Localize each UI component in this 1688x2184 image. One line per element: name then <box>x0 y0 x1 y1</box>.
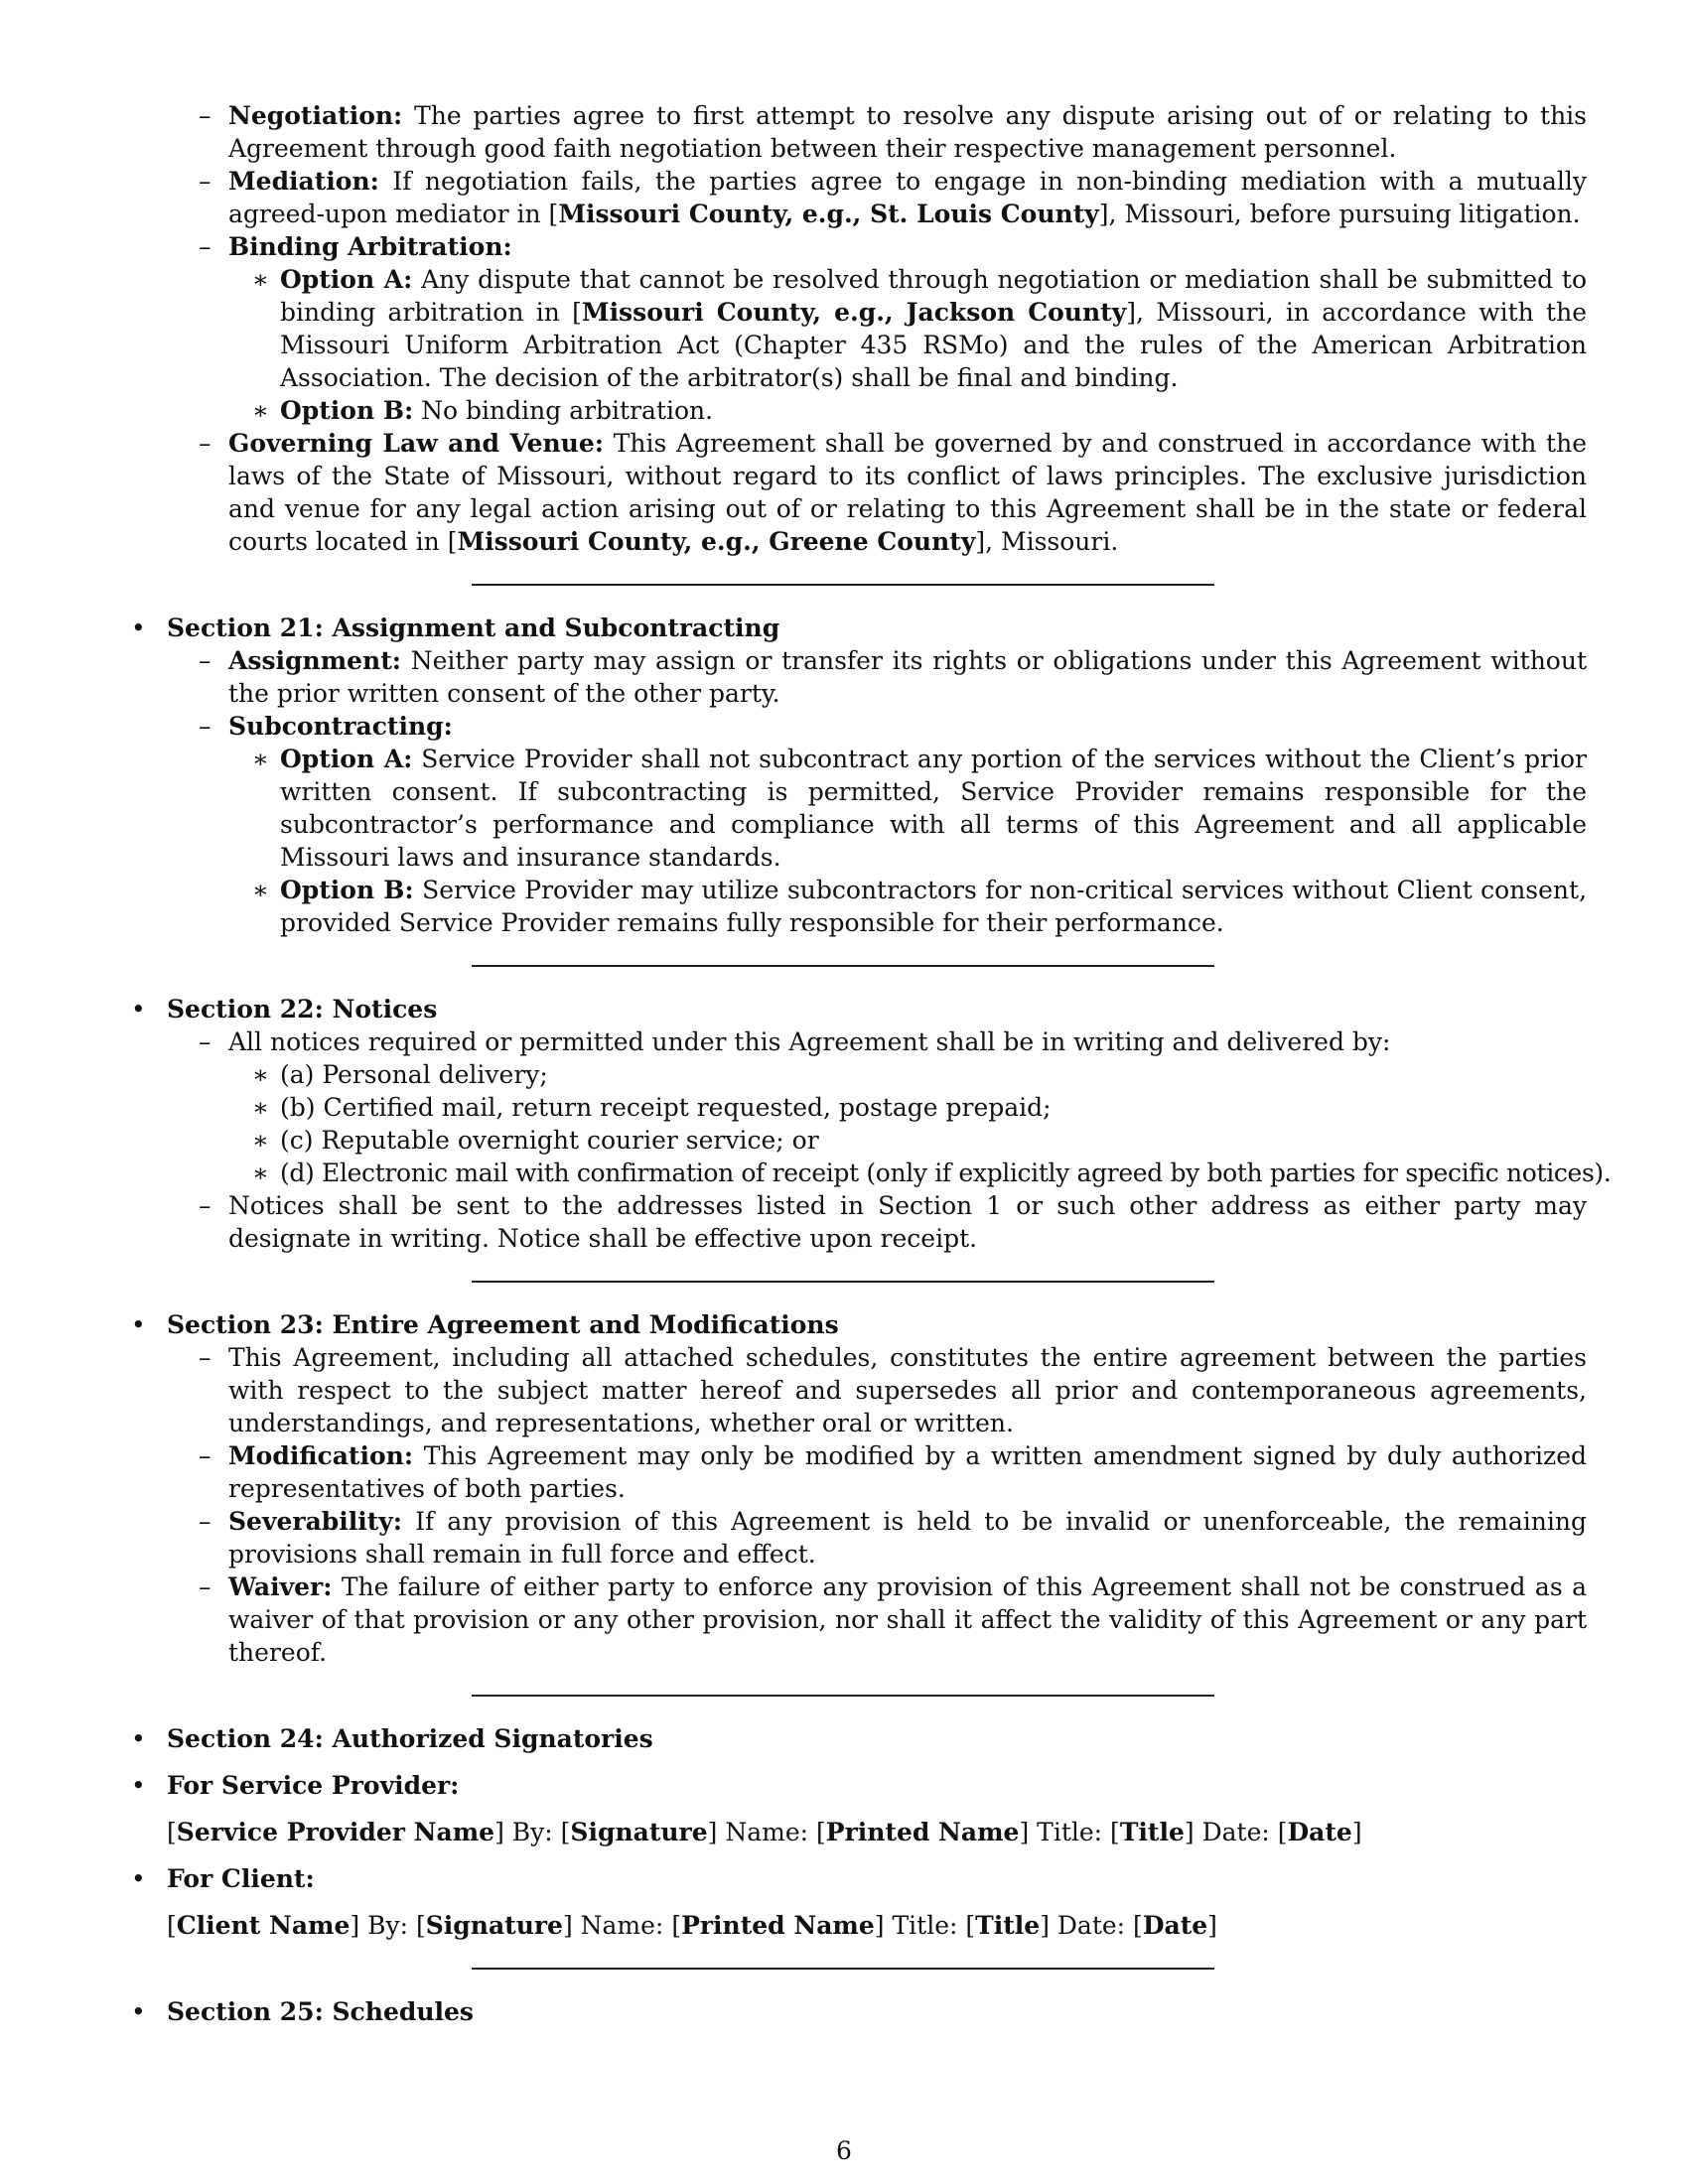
sub-option-a-label: Option A: <box>280 745 413 773</box>
client-name-placeholder: Client Name <box>176 1911 351 1940</box>
section-24-heading <box>131 1722 1587 1755</box>
name-label: Name: <box>580 1911 664 1940</box>
section-divider <box>472 1281 1214 1283</box>
notice-method <box>252 1058 1587 1091</box>
signature-placeholder: Signature <box>425 1911 563 1940</box>
option-b-text: No binding arbitration. <box>421 396 714 425</box>
printed-name-placeholder: Printed Name <box>825 1818 1020 1846</box>
severability-item <box>199 1505 1587 1570</box>
arbitration-option-a <box>252 263 1588 394</box>
star-marker: ∗ <box>252 1126 269 1155</box>
section-21-title: Section 21: Assignment and Subcontracting <box>167 614 780 642</box>
dash-marker: – <box>199 1027 211 1056</box>
mediation-label: Mediation: <box>228 167 379 196</box>
governing-label: Governing Law and Venue: <box>228 429 604 458</box>
section-25-heading <box>131 1995 1587 2028</box>
dash-marker: – <box>199 101 211 130</box>
sub-option-b-label: Option B: <box>280 876 414 904</box>
option-a-label: Option A: <box>280 265 413 294</box>
dash-marker: – <box>199 429 211 458</box>
assignment-label: Assignment: <box>228 646 402 675</box>
name-label: Name: <box>725 1818 809 1846</box>
notices-intro-item <box>199 1025 1587 1058</box>
notice-method-text: (b) Certified mail, return receipt requested, postage prepaid; <box>280 1093 1052 1122</box>
date-placeholder: Date <box>1142 1911 1208 1940</box>
client-signature-block: [Client Name] By: [Signature] Name: [Printed Name] Title: [Title] Date: [Date] <box>167 1911 1217 1940</box>
dash-marker: – <box>199 232 211 261</box>
modification-item <box>199 1439 1587 1505</box>
bullet-marker: • <box>131 1724 146 1753</box>
sub-option-a-text: Service Provider shall not subcontract any portion of the services without the Client’s prior written consent. If subcontracting is permitted, Service Provider remains responsible for the subcontractor’s performance and compliance with all terms of this Agreement and all applicable Missouri laws and insurance standards. <box>280 745 1587 872</box>
date-label: Date: <box>1201 1818 1270 1846</box>
section-22-title: Section 22: Notices <box>167 995 438 1024</box>
star-marker: ∗ <box>252 1060 269 1089</box>
client-heading: For Client: <box>167 1864 315 1893</box>
governing-county-placeholder: Missouri County, e.g., Greene County <box>457 527 976 556</box>
star-marker: ∗ <box>252 1093 269 1122</box>
arbitration-label: Binding Arbitration: <box>228 232 512 261</box>
client-signatory-heading <box>131 1862 1587 1895</box>
severability-label: Severability: <box>228 1507 403 1536</box>
dash-marker: – <box>199 167 211 196</box>
dash-marker: – <box>199 1441 211 1470</box>
mediation-county-placeholder: Missouri County, e.g., St. Louis County <box>558 200 1099 228</box>
severability-text: If any provision of this Agreement is held to be invalid or unenforceable, the remaining provisions shall remain in full force and effect. <box>228 1507 1587 1569</box>
star-marker: ∗ <box>252 396 269 425</box>
page-number: 6 <box>836 2136 852 2165</box>
bullet-marker: • <box>131 614 146 642</box>
title-placeholder: Title <box>975 1911 1041 1940</box>
notice-method <box>252 1124 1587 1157</box>
by-label: By: <box>511 1818 553 1846</box>
arbitration-option-b <box>252 394 1587 427</box>
governing-text-post: ], Missouri. <box>975 527 1119 556</box>
bullet-marker: • <box>131 1771 146 1800</box>
provider-signature-block: [Service Provider Name] By: [Signature] Name: [Printed Name] Title: [Title] Date: [Date] <box>167 1818 1362 1846</box>
notices-address-item <box>199 1189 1587 1255</box>
subcontracting-label: Subcontracting: <box>228 712 453 741</box>
star-marker: ∗ <box>252 745 269 773</box>
mediation-item <box>199 165 1587 230</box>
title-label: Title: <box>1037 1818 1103 1846</box>
sub-option-b-text: Service Provider may utilize subcontractors for non-critical services without Client consent, provided Service Provider remains fully responsible for their performance. <box>280 876 1588 937</box>
mediation-text-pre: If negotiation fails, the parties agree to engage in non-binding mediation with a mutually agreed-upon mediator in [ <box>228 167 1587 228</box>
bullet-marker: • <box>131 1310 146 1339</box>
entire-agreement-text: This Agreement, including all attached schedules, constitutes the entire agreement between the parties with respect to the subject matter hereof and supersedes all prior and contemporaneous agreements, understandings, and representations, whether oral or written. <box>228 1343 1587 1437</box>
modification-label: Modification: <box>228 1441 414 1470</box>
waiver-label: Waiver: <box>228 1572 333 1601</box>
printed-name-placeholder: Printed Name <box>681 1911 875 1940</box>
notice-method-text: (c) Reputable overnight courier service; or <box>280 1126 819 1155</box>
assignment-item <box>199 644 1587 710</box>
section-22-heading <box>131 993 1587 1025</box>
document-content <box>129 99 1612 2028</box>
star-marker: ∗ <box>252 876 269 904</box>
bullet-marker: • <box>131 1864 146 1893</box>
date-placeholder: Date <box>1287 1818 1352 1846</box>
dash-marker: – <box>199 646 211 675</box>
section-divider <box>472 1695 1214 1697</box>
dash-marker: – <box>199 712 211 741</box>
notice-method <box>252 1157 1612 1189</box>
date-label: Date: <box>1056 1911 1126 1940</box>
section-21-heading <box>131 612 1587 644</box>
subcontracting-option-b <box>252 874 1588 939</box>
entire-agreement-item <box>199 1341 1587 1439</box>
bullet-marker: • <box>131 995 146 1024</box>
notice-method-text: (a) Personal delivery; <box>280 1060 548 1089</box>
negotiation-label: Negotiation: <box>228 101 403 130</box>
governing-law-item <box>199 427 1587 558</box>
governing-text-pre: This Agreement shall be governed by and construed in accordance with the laws of the State of Missouri, without regard to its conflict of laws principles. The exclusive jurisdiction and venue for any legal action arising out of or relating to this Agreement shall be in the state or federal courts located in [ <box>228 429 1587 556</box>
option-a-text-pre: Any dispute that cannot be resolved through negotiation or mediation shall be submitted to binding arbitration in [ <box>280 265 1588 327</box>
bullet-marker: • <box>131 1997 146 2026</box>
notice-method-text: (d) Electronic mail with confirmation of receipt (only if explicitly agreed by both parties for specific notices). <box>280 1159 1612 1187</box>
section-23-title: Section 23: Entire Agreement and Modifications <box>167 1310 839 1339</box>
notice-method <box>252 1091 1587 1124</box>
title-label: Title: <box>892 1911 958 1940</box>
star-marker: ∗ <box>252 265 269 294</box>
star-marker: ∗ <box>252 1159 269 1187</box>
by-label: By: <box>367 1911 409 1940</box>
section-divider <box>472 965 1214 967</box>
modification-text: This Agreement may only be modified by a written amendment signed by duly authorized representatives of both parties. <box>228 1441 1587 1503</box>
section-23-heading <box>131 1308 1587 1341</box>
waiver-item <box>199 1570 1587 1669</box>
option-b-label: Option B: <box>280 396 414 425</box>
subcontracting-option-a <box>252 743 1587 874</box>
title-placeholder: Title <box>1119 1818 1185 1846</box>
notices-intro-text: All notices required or permitted under this Agreement shall be in writing and delivered by: <box>228 1027 1391 1056</box>
assignment-text: Neither party may assign or transfer its rights or obligations under this Agreement without the prior written consent of the other party. <box>228 646 1587 708</box>
section-divider <box>472 1968 1214 1970</box>
option-a-county-placeholder: Missouri County, e.g., Jackson County <box>581 298 1127 327</box>
subcontracting-item <box>199 710 1587 743</box>
arbitration-item <box>199 230 1587 263</box>
negotiation-item <box>199 99 1588 165</box>
waiver-text: The failure of either party to enforce any provision of this Agreement shall not be construed as a waiver of that provision or any other provision, nor shall it affect the validity of this Agreement or any part thereof. <box>228 1572 1587 1667</box>
notices-address-text: Notices shall be sent to the addresses listed in Section 1 or such other address as either party may designate in writing. Notice shall be effective upon receipt. <box>228 1191 1587 1253</box>
provider-heading: For Service Provider: <box>167 1771 460 1800</box>
mediation-text-post: ], Missouri, before pursuing litigation. <box>1098 200 1581 228</box>
provider-signatory-heading <box>131 1769 1587 1802</box>
section-24-title: Section 24: Authorized Signatories <box>167 1724 653 1753</box>
section-25-title: Section 25: Schedules <box>167 1997 474 2026</box>
provider-name-placeholder: Service Provider Name <box>176 1818 495 1846</box>
dash-marker: – <box>199 1343 211 1372</box>
option-a-text-post: ], Missouri, in accordance with the Missouri Uniform Arbitration Act (Chapter 435 RSMo) and the rules of the American Arbitration Association. The decision of the arbitrator(s) shall be final and binding. <box>280 298 1587 392</box>
dash-marker: – <box>199 1507 211 1536</box>
dash-marker: – <box>199 1572 211 1601</box>
section-divider <box>472 584 1214 586</box>
signature-placeholder: Signature <box>570 1818 708 1846</box>
negotiation-text: The parties agree to first attempt to resolve any dispute arising out of or relating to this Agreement through good faith negotiation between their respective management personnel. <box>228 101 1588 163</box>
dash-marker: – <box>199 1191 211 1220</box>
